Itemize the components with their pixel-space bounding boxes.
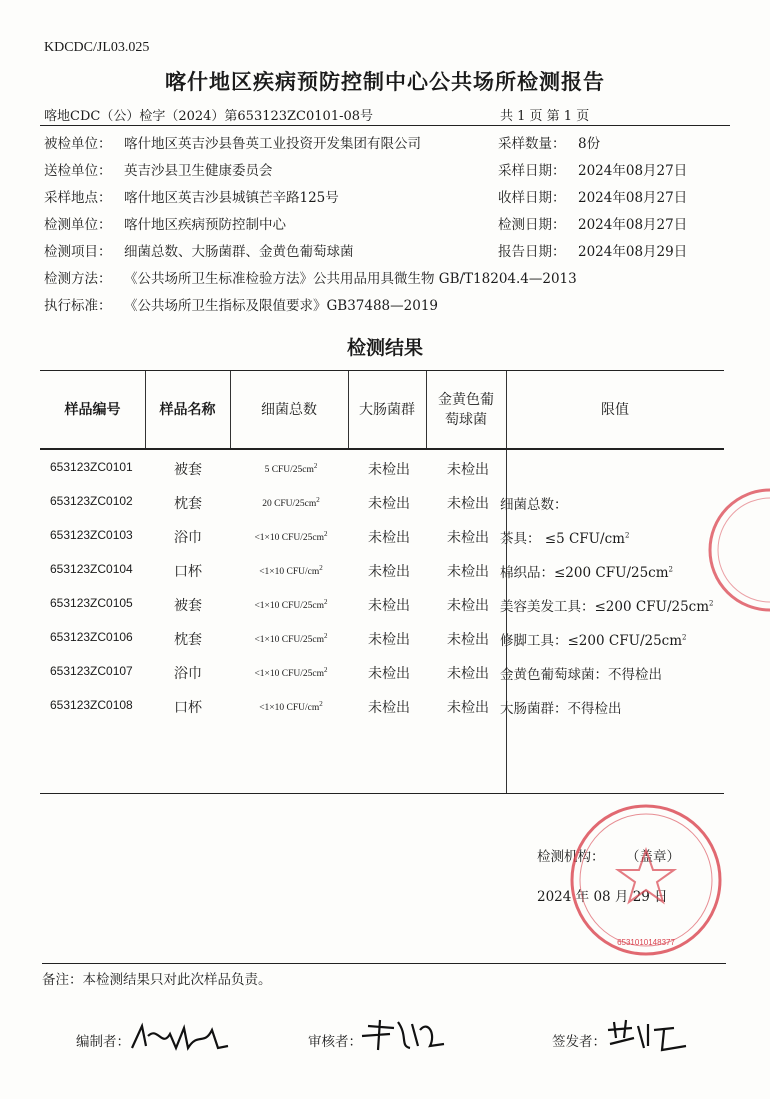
sample-id: 653123ZC0108 bbox=[50, 698, 133, 712]
results-table bbox=[40, 370, 724, 794]
editor-signature-icon bbox=[128, 1018, 233, 1058]
sample-id: 653123ZC0104 bbox=[50, 562, 133, 576]
bacteria-count: <1×10 CFU/$cm^2$ bbox=[259, 700, 323, 714]
header-rule bbox=[40, 448, 724, 450]
coliforms-result: 未检出 bbox=[368, 564, 410, 580]
limit-beauty-tools: 美容美发工具：≤200 CFU/$25cm^2$ bbox=[500, 599, 714, 615]
submitting-unit-label: 送检单位： bbox=[44, 163, 112, 179]
bacteria-count: <1×10 CFU/$25cm^2$ bbox=[254, 666, 328, 680]
report-number: 喀地CDC（公）检字（2024）第653123ZC0101-08号 bbox=[44, 109, 374, 124]
sampling-site-value: 喀什地区英吉沙县城镇芒辛路125号 bbox=[124, 190, 339, 206]
col-header-staph-line1: 金黄色葡 bbox=[438, 391, 494, 408]
results-title: 检测结果 bbox=[346, 337, 423, 359]
col-header-sample-name: 样品名称 bbox=[159, 401, 216, 418]
col-header-bacteria-count: 细菌总数 bbox=[261, 401, 317, 418]
sample-name: 被套 bbox=[174, 598, 202, 614]
test-date-label: 检测日期： bbox=[498, 217, 566, 233]
test-date-value: 2024年08月27日 bbox=[578, 217, 688, 233]
note: 备注：本检测结果只对此次样品负责。 bbox=[42, 963, 726, 988]
standard-value: 《公共场所卫生指标及限值要求》GB37488—2019 bbox=[124, 298, 439, 314]
col-header-coliforms: 大肠菌群 bbox=[359, 401, 415, 418]
bacteria-count: <1×10 CFU/$cm^2$ bbox=[259, 564, 323, 578]
sampling-site-label: 采样地点： bbox=[44, 190, 112, 206]
col-header-staph bbox=[426, 371, 506, 448]
sampling-date-label: 采样日期： bbox=[498, 163, 566, 179]
testing-unit-value: 喀什地区疾病预防控制中心 bbox=[124, 217, 286, 233]
test-method-label: 检测方法： bbox=[44, 271, 112, 287]
agency-date: 2024 年 08 月 29 日 bbox=[537, 889, 668, 905]
staph-result: 未检出 bbox=[447, 700, 489, 716]
coliforms-result: 未检出 bbox=[368, 632, 410, 648]
col-header-staph-line2: 萄球菌 bbox=[445, 411, 487, 428]
coliforms-result: 未检出 bbox=[368, 462, 410, 478]
sample-name: 浴巾 bbox=[174, 666, 202, 682]
test-method-value: 《公共场所卫生标准检验方法》公共用品用具微生物 GB/T18204.4—2013 bbox=[124, 271, 577, 287]
col-header-sample-id: 样品编号 bbox=[64, 401, 121, 418]
sample-name: 口杯 bbox=[174, 564, 202, 580]
report-title: 喀什地区疾病预防控制中心公共场所检测报告 bbox=[165, 69, 605, 94]
coliforms-result: 未检出 bbox=[368, 666, 410, 682]
inspected-unit-label: 被检单位： bbox=[44, 136, 112, 152]
testing-unit-label: 检测单位： bbox=[44, 217, 112, 233]
sample-id: 653123ZC0102 bbox=[50, 494, 133, 508]
limit-staph: 金黄色葡萄球菌：不得检出 bbox=[500, 667, 662, 683]
limit-textiles: 棉织品：≤200 CFU/$25cm^2$ bbox=[500, 565, 674, 581]
coliforms-result: 未检出 bbox=[368, 496, 410, 512]
sample-name: 浴巾 bbox=[174, 530, 202, 546]
coliforms-result: 未检出 bbox=[368, 700, 410, 716]
limit-tea-set: 茶具： ≤5 CFU/$cm^2$ bbox=[500, 531, 630, 547]
coliforms-result: 未检出 bbox=[368, 530, 410, 546]
staph-result: 未检出 bbox=[447, 666, 489, 682]
col-header-limits: 限值 bbox=[601, 401, 629, 418]
issuer-signature-icon bbox=[604, 1016, 694, 1056]
reference-line bbox=[40, 103, 730, 126]
sample-id: 653123ZC0106 bbox=[50, 630, 133, 644]
limit-heading: 细菌总数： bbox=[500, 497, 568, 513]
sample-count-label: 采样数量： bbox=[498, 136, 566, 152]
sampling-date-value: 2024年08月27日 bbox=[578, 163, 688, 179]
bacteria-count: 5 CFU/$25cm^2$ bbox=[264, 462, 318, 476]
test-items-label: 检测项目： bbox=[44, 244, 112, 260]
seal-number: 6531010148377 bbox=[617, 938, 675, 947]
sample-id: 653123ZC0105 bbox=[50, 596, 133, 610]
standard-label: 执行标准： bbox=[44, 298, 112, 314]
staph-result: 未检出 bbox=[447, 462, 489, 478]
editor-label: 编制者： bbox=[76, 1034, 130, 1050]
staph-result: 未检出 bbox=[447, 598, 489, 614]
sample-name: 口杯 bbox=[174, 700, 202, 716]
official-seal-icon bbox=[558, 800, 733, 960]
issuer-label: 签发者： bbox=[552, 1034, 606, 1050]
test-items-value: 细菌总数、大肠菌群、金黄色葡萄球菌 bbox=[124, 244, 354, 260]
page-count: 共 1 页 第 1 页 bbox=[500, 109, 590, 124]
coliforms-result: 未检出 bbox=[368, 598, 410, 614]
document-code: KDCDC/JL03.025 bbox=[44, 40, 150, 55]
limit-coliforms: 大肠菌群：不得检出 bbox=[500, 701, 622, 717]
sample-name: 枕套 bbox=[174, 496, 202, 512]
sample-id: 653123ZC0107 bbox=[50, 664, 133, 678]
report-date-value: 2024年08月29日 bbox=[578, 244, 688, 260]
inspected-unit-value: 喀什地区英吉沙县鲁英工业投资开发集团有限公司 bbox=[124, 136, 421, 152]
staph-result: 未检出 bbox=[447, 496, 489, 512]
staph-result: 未检出 bbox=[447, 632, 489, 648]
reviewer-label: 审核者： bbox=[308, 1034, 362, 1050]
reviewer-signature-icon bbox=[360, 1016, 450, 1056]
receipt-date-value: 2024年08月27日 bbox=[578, 190, 688, 206]
bacteria-count: 20 CFU/$25cm^2$ bbox=[262, 496, 320, 510]
sample-name: 枕套 bbox=[174, 632, 202, 648]
agency-label: 检测机构： bbox=[537, 849, 605, 865]
submitting-unit-value: 英吉沙县卫生健康委员会 bbox=[124, 163, 273, 179]
bacteria-count: <1×10 CFU/$25cm^2$ bbox=[254, 598, 328, 612]
receipt-date-label: 收样日期： bbox=[498, 190, 566, 206]
seal-stamp-partial-icon bbox=[700, 485, 770, 615]
seal-label: （盖章） bbox=[626, 849, 680, 865]
sample-count-value: 8份 bbox=[578, 136, 601, 152]
staph-result: 未检出 bbox=[447, 530, 489, 546]
sample-name: 被套 bbox=[174, 462, 202, 478]
sample-id: 653123ZC0101 bbox=[50, 460, 133, 474]
limit-pedicure-tools: 修脚工具：≤200 CFU/$25cm^2$ bbox=[500, 633, 687, 649]
sample-id: 653123ZC0103 bbox=[50, 528, 133, 542]
report-date-label: 报告日期： bbox=[498, 244, 566, 260]
staph-result: 未检出 bbox=[447, 564, 489, 580]
bacteria-count: <1×10 CFU/$25cm^2$ bbox=[254, 530, 328, 544]
bacteria-count: <1×10 CFU/$25cm^2$ bbox=[254, 632, 328, 646]
